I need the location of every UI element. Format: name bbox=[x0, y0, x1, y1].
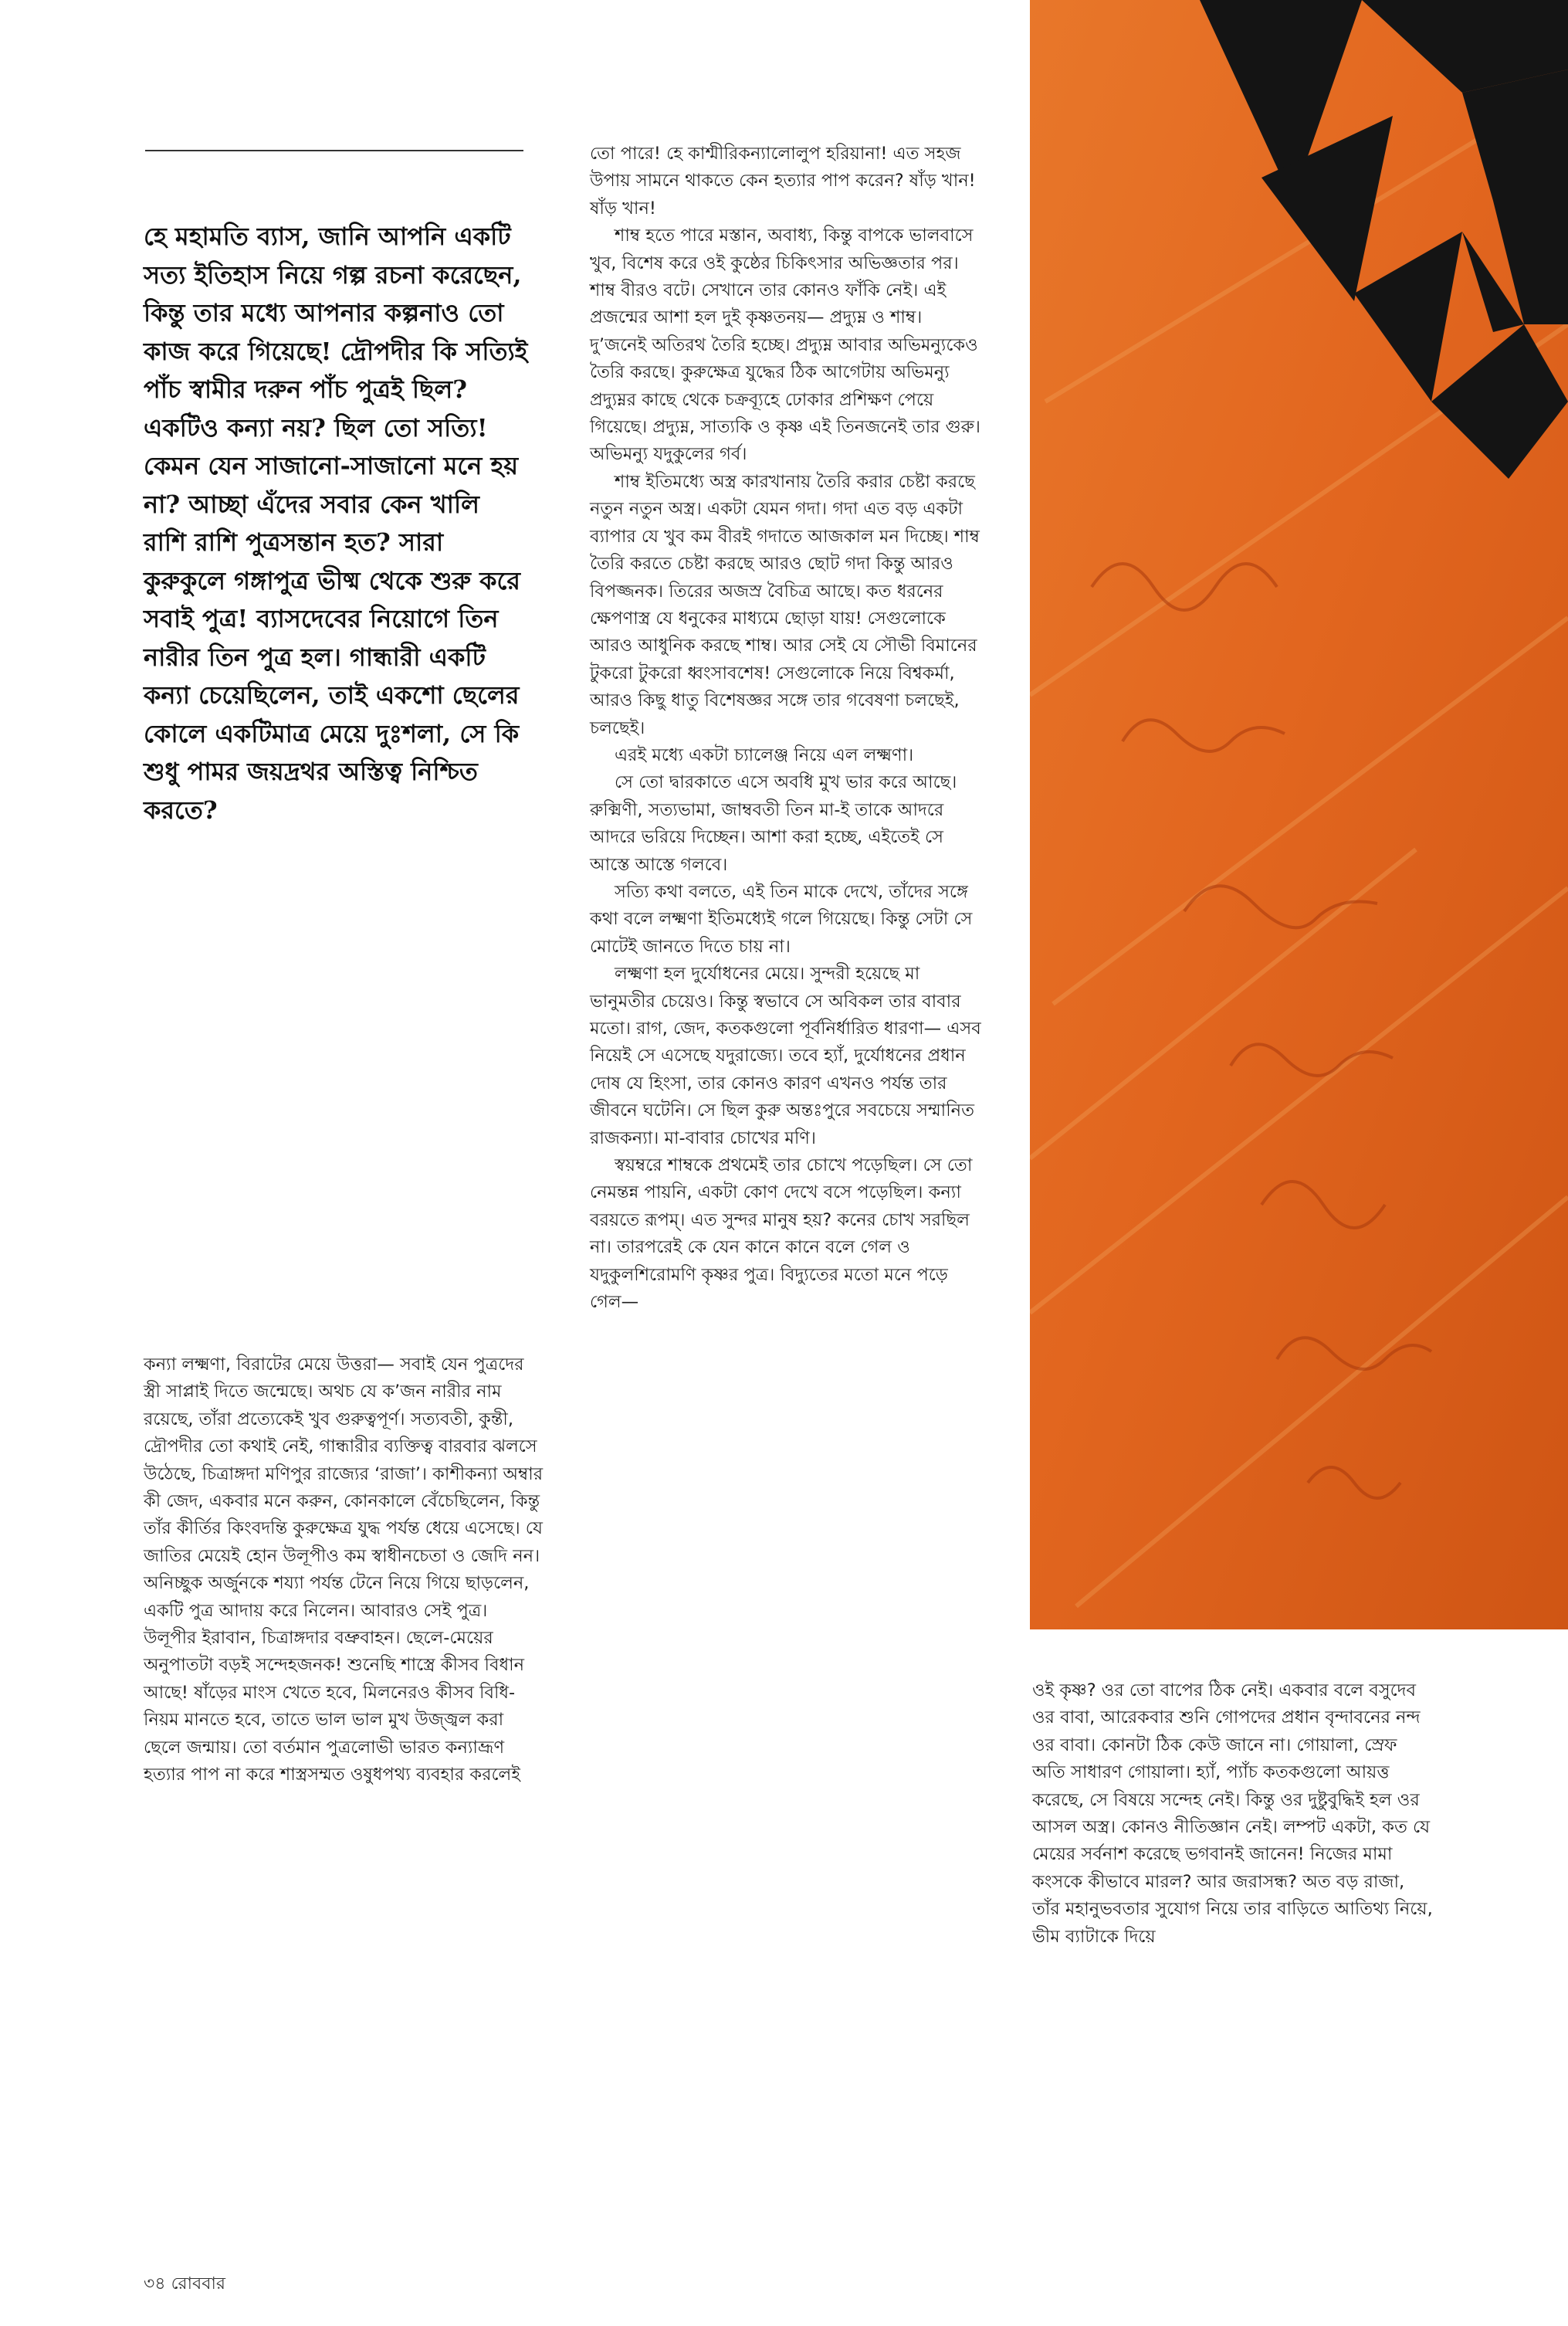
col2-paragraph: শাম্ব হতে পারে মস্তান, অবাধ্য, কিন্তু বাপকে ভালবাসে খুব, বিশেষ করে ওই কুষ্ঠের চিকিৎসার অভিজ্ঞতার পর। শাম্ব বীরও বটে। সেখানে তার কোনও ফাঁকি নেই। এই প্রজন্মের আশা হল দুই কৃষ্ণতনয়— প্রদ্যুম্ন ও শাম্ব। দু’জনেই অতিরথ তৈরি হচ্ছে। প্রদ্যুম্ন আবার অভিমন্যুকেও তৈরি করছে। কুরুক্ষেত্র যুদ্ধের ঠিক আগেটায় অভিমন্যু প্রদ্যুম্নর কাছে থেকে চক্রব্যূহে ঢোকার প্রশিক্ষণ পেয়ে গিয়েছে। প্রদ্যুম্ন, সাত্যকি ও কৃষ্ণ এই তিনজনেই তার গুরু। অভিমন্যু যদুকুলের গর্ব। bbox=[590, 225, 980, 465]
col3-paragraph: ওই কৃষ্ণ? ওর তো বাপের ঠিক নেই। একবার বলে বসুদেব ওর বাবা, আরেকবার শুনি গোপদের প্রধান বৃন্দাবনের নন্দ ওর বাবা। কোনটা ঠিক কেউ জানে না। গোয়ালা, স্রেফ অতি সাধারণ গোয়ালা। হ্যাঁ, প্যাঁচ কতকগুলো আয়ত্ত করেছে, সে বিষয়ে সন্দেহ নেই। কিন্তু ওর দুষ্টুবুদ্ধিই হল ওর আসল অস্ত্র। কোনও নীতিজ্ঞান নেই। লম্পট একটা, কত যে মেয়ের সর্বনাশ করেছে ভগবানই জানেন! নিজের মামা কংসকে কীভাবে মারল? আর জরাসন্ধ? অত বড় রাজা, তাঁর মহানুভবতার সুযোগ নিয়ে তার বাড়িতে আতিথ্য নিয়ে, ভীম ব্যাটাকে দিয়ে bbox=[1032, 1680, 1433, 1947]
pull-quote: হে মহামতি ব্যাস, জানি আপনি একটি সত্য ইতিহাস নিয়ে গল্প রচনা করেছেন, কিন্তু তার মধ্যে আপনার কল্পনাও তো কাজ করে গিয়েছে! দ্রৌপদীর কি সত্যিই পাঁচ স্বামীর দরুন পাঁচ পুত্রই ছিল? একটিও কন্যা নয়? ছিল তো সত্যি! কেমন যেন সাজানো-সাজানো মনে হয় না? আচ্ছা এঁদের সবার কেন খালি রাশি রাশি পুত্রসন্তান হত? সারা কুরুকুলে গঙ্গাপুত্র ভীষ্ম থেকে শুরু করে সবাই পুত্র! ব্যাসদেবের নিয়োগে তিন নারীর তিন পুত্র হল। গান্ধারী একটি কন্যা চেয়েছিলেন, তাই একশো ছেলের কোলে একটিমাত্র মেয়ে দুঃশলা, সে কি শুধু পামর জয়দ্রথর অস্তিত্ব নিশ্চিত করতে? bbox=[144, 222, 528, 825]
column-1 bbox=[144, 1351, 545, 1789]
col2-paragraph: লক্ষ্মণা হল দুর্যোধনের মেয়ে। সুন্দরী হয়েছে মা ভানুমতীর চেয়েও। কিন্তু স্বভাবে সে অবিকল তার বাবার মতো। রাগ, জেদ, কতকগুলো পূর্বনির্ধারিত ধারণা— এসব নিয়েই সে এসেছে যদুরাজ্যে। তবে হ্যাঁ, দুর্যোধনের প্রধান দোষ যে হিংসা, তার কোনও কারণ এখনও পর্যন্ত তার জীবনে ঘটেনি। সে ছিল কুরু অন্তঃপুরে সবচেয়ে সম্মানিত রাজকন্যা। মা-বাবার চোখের মণি। bbox=[590, 964, 981, 1148]
column-2 bbox=[590, 141, 984, 1316]
col2-paragraph: তো পারে! হে কাশ্মীরিকন্যালোলুপ হরিয়ানা! এত সহজ উপায় সামনে থাকতে কেন হত্যার পাপ করেন? ষাঁড় খান! ষাঁড় খান! bbox=[590, 144, 976, 219]
art-orange-background bbox=[1030, 0, 1568, 1629]
col1-paragraph: কন্যা লক্ষ্মণা, বিরাটের মেয়ে উত্তরা— সবাই যেন পুত্রদের স্ত্রী সাপ্লাই দিতে জন্মেছে। অথচ যে ক’জন নারীর নাম রয়েছে, তাঁরা প্রত্যেকেই খুব গুরুত্বপূর্ণ। সত্যবতী, কুন্তী, দ্রৌপদীর তো কথাই নেই, গান্ধারীর ব্যক্তিত্ব বারবার ঝলসে উঠেছে, চিত্রাঙ্গদা মণিপুর রাজ্যের ‘রাজা’। কাশীকন্যা অম্বার কী জেদ, একবার মনে করুন, কোনকালে বেঁচেছিলেন, কিন্তু তাঁর কীর্তির কিংবদন্তি কুরুক্ষেত্র যুদ্ধ পর্যন্ত ধেয়ে এসেছে। যে জাতির মেয়েই হোন উলূপীও কম স্বাধীনচেতা ও জেদি নন। অনিচ্ছুক অর্জুনকে শয্যা পর্যন্ত টেনে নিয়ে গিয়ে ছাড়লেন, একটি পুত্র আদায় করে নিলেন। আবারও সেই পুত্র। উলূপীর ইরাবান, চিত্রাঙ্গদার বভ্রুবাহন। ছেলে-মেয়ের অনুপাতটা বড়ই সন্দেহজনক! শুনেছি শাস্ত্রে কীসব বিধান আছে! ষাঁড়ের মাংস খেতে হবে, মিলনেরও কীসব বিধি-নিয়ম মানতে হবে, তাতে ভাল ভাল মুখ উজ্জ্বল করা ছেলে জন্মায়। তো বর্তমান পুত্রলোভী ভারত কন্যাভ্রূণ হত্যার পাপ না করে শাস্ত্রসম্মত ওষুধপথ্য ব্যবহার করলেই bbox=[144, 1355, 544, 1785]
col2-paragraph: এরই মধ্যে একটা চ্যালেঞ্জ নিয়ে এল লক্ষ্মণা। bbox=[615, 744, 914, 765]
illustration-artwork bbox=[1030, 0, 1568, 1629]
column-3 bbox=[1032, 1677, 1434, 1951]
col2-paragraph: শাম্ব ইতিমধ্যে অস্ত্র কারখানায় তৈরি করার চেষ্টা করছে নতুন নতুন অস্ত্র। একটা যেমন গদা। গদা এত বড় একটা ব্যাপার যে খুব কম বীরই গদাতে আজকাল মন দিচ্ছে। শাম্ব তৈরি করতে চেষ্টা করছে আরও ছোট গদা কিন্তু আরও বিপজ্জনক। তিরের অজস্র বৈচিত্র আছে। কত ধরনের ক্ষেপণাস্ত্র যে ধনুকের মাধ্যমে ছোড়া যায়! সেগুলোকে আরও আধুনিক করছে শাম্ব। আর সেই যে সৌভী বিমানের টুকরো টুকরো ধ্বংসাবশেষ! সেগুলোকে নিয়ে বিশ্বকর্মা, আরও কিছু ধাতু বিশেষজ্ঞর সঙ্গে তার গবেষণা চলছেই, চলছেই। bbox=[590, 471, 980, 738]
page-folio: ৩৪ রোববার bbox=[144, 2274, 225, 2294]
col2-paragraph: সত্যি কথা বলতে, এই তিন মাকে দেখে, তাঁদের সঙ্গে কথা বলে লক্ষ্মণা ইতিমধ্যেই গলে গিয়েছে। কিন্তু সেটা সে মোটেই জানতে দিতে চায় না। bbox=[590, 881, 973, 957]
col2-paragraph: স্বয়ম্বরে শাম্বকে প্রথমেই তার চোখে পড়েছিল। সে তো নেমন্তন্ন পায়নি, একটা কোণ দেখে বসে পড়েছিল। কন্যা বরয়তে রূপম্‌। এত সুন্দর মানুষ হয়? কনের চোখ সরছিল না। তারপরেই কে যেন কানে কানে বলে গেল ও যদুকুলশিরোমণি কৃষ্ণর পুত্র। বিদ্যুতের মতো মনে পড়ে গেল— bbox=[590, 1155, 973, 1313]
col2-paragraph: সে তো দ্বারকাতে এসে অবধি মুখ ভার করে আছে। রুক্মিণী, সত্যভামা, জাম্ববতী তিন মা-ই তাকে আদরে আদরে ভরিয়ে দিচ্ছেন। আশা করা হচ্ছে, এইতেই সে আস্তে আস্তে গলবে। bbox=[590, 772, 957, 875]
top-rule bbox=[145, 150, 523, 151]
